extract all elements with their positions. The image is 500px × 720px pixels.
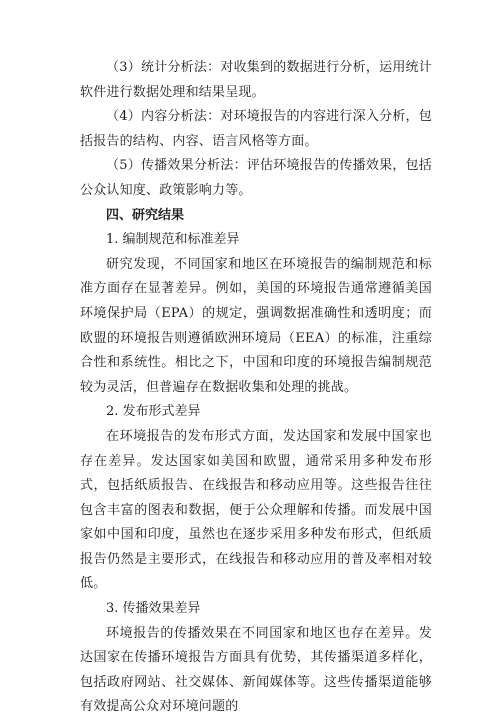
subheading-publication-form: 2. 发布形式差异 bbox=[106, 404, 201, 420]
subheading-standards: 1. 编制规范和标准差异 bbox=[106, 232, 240, 248]
subheading-dissemination-effect: 3. 传播效果差异 bbox=[106, 601, 201, 617]
paragraph-publication-form: 在环境报告的发布形式方面，发达国家和发展中国家也存在差异。发达国家如美国和欧盟，通常采用多种发布形式，包括纸质报告、在线报告和移动应用等。这些报告往往包含丰富的图表和数据，便于公众理解和传播。而发展中国家如中国和印度，虽然也在逐步采用多种发布形式，但纸质报告仍然是主要形式，在线报告和移动应用的普及率相对较低。 bbox=[80, 428, 432, 592]
paragraph-dissemination-analysis: （5）传播效果分析法：评估环境报告的传播效果，包括公众认知度、政策影响力等。 bbox=[80, 158, 432, 198]
document-body bbox=[80, 56, 432, 720]
section-heading-results: 四、研究结果 bbox=[106, 207, 185, 223]
paragraph-content-analysis: （4）内容分析法：对环境报告的内容进行深入分析，包括报告的结构、内容、语言风格等方面。 bbox=[80, 109, 432, 149]
paragraph-standards: 研究发现，不同国家和地区在环境报告的编制规范和标准方面存在显著差异。例如，美国的环境报告通常遵循美国环境保护局（EPA）的规定，强调数据准确性和透明度；而欧盟的环境报告则遵循欧洲环境局（EEA）的标准，注重综合性和系统性。相比之下，中国和印度的环境报告编制规范较为灵活，但普遍存在数据收集和处理的挑战。 bbox=[80, 256, 432, 395]
paragraph-dissemination-effect: 环境报告的传播效果在不同国家和地区也存在差异。发达国家在传播环境报告方面具有优势，其传播渠道多样化，包括政府网站、社交媒体、新闻媒体等。这些传播渠道能够有效提高公众对环境问题的 bbox=[80, 625, 432, 715]
paragraph-statistical-method: （3）统计分析法：对收集到的数据进行分析，运用统计软件进行数据处理和结果呈现。 bbox=[80, 60, 432, 100]
